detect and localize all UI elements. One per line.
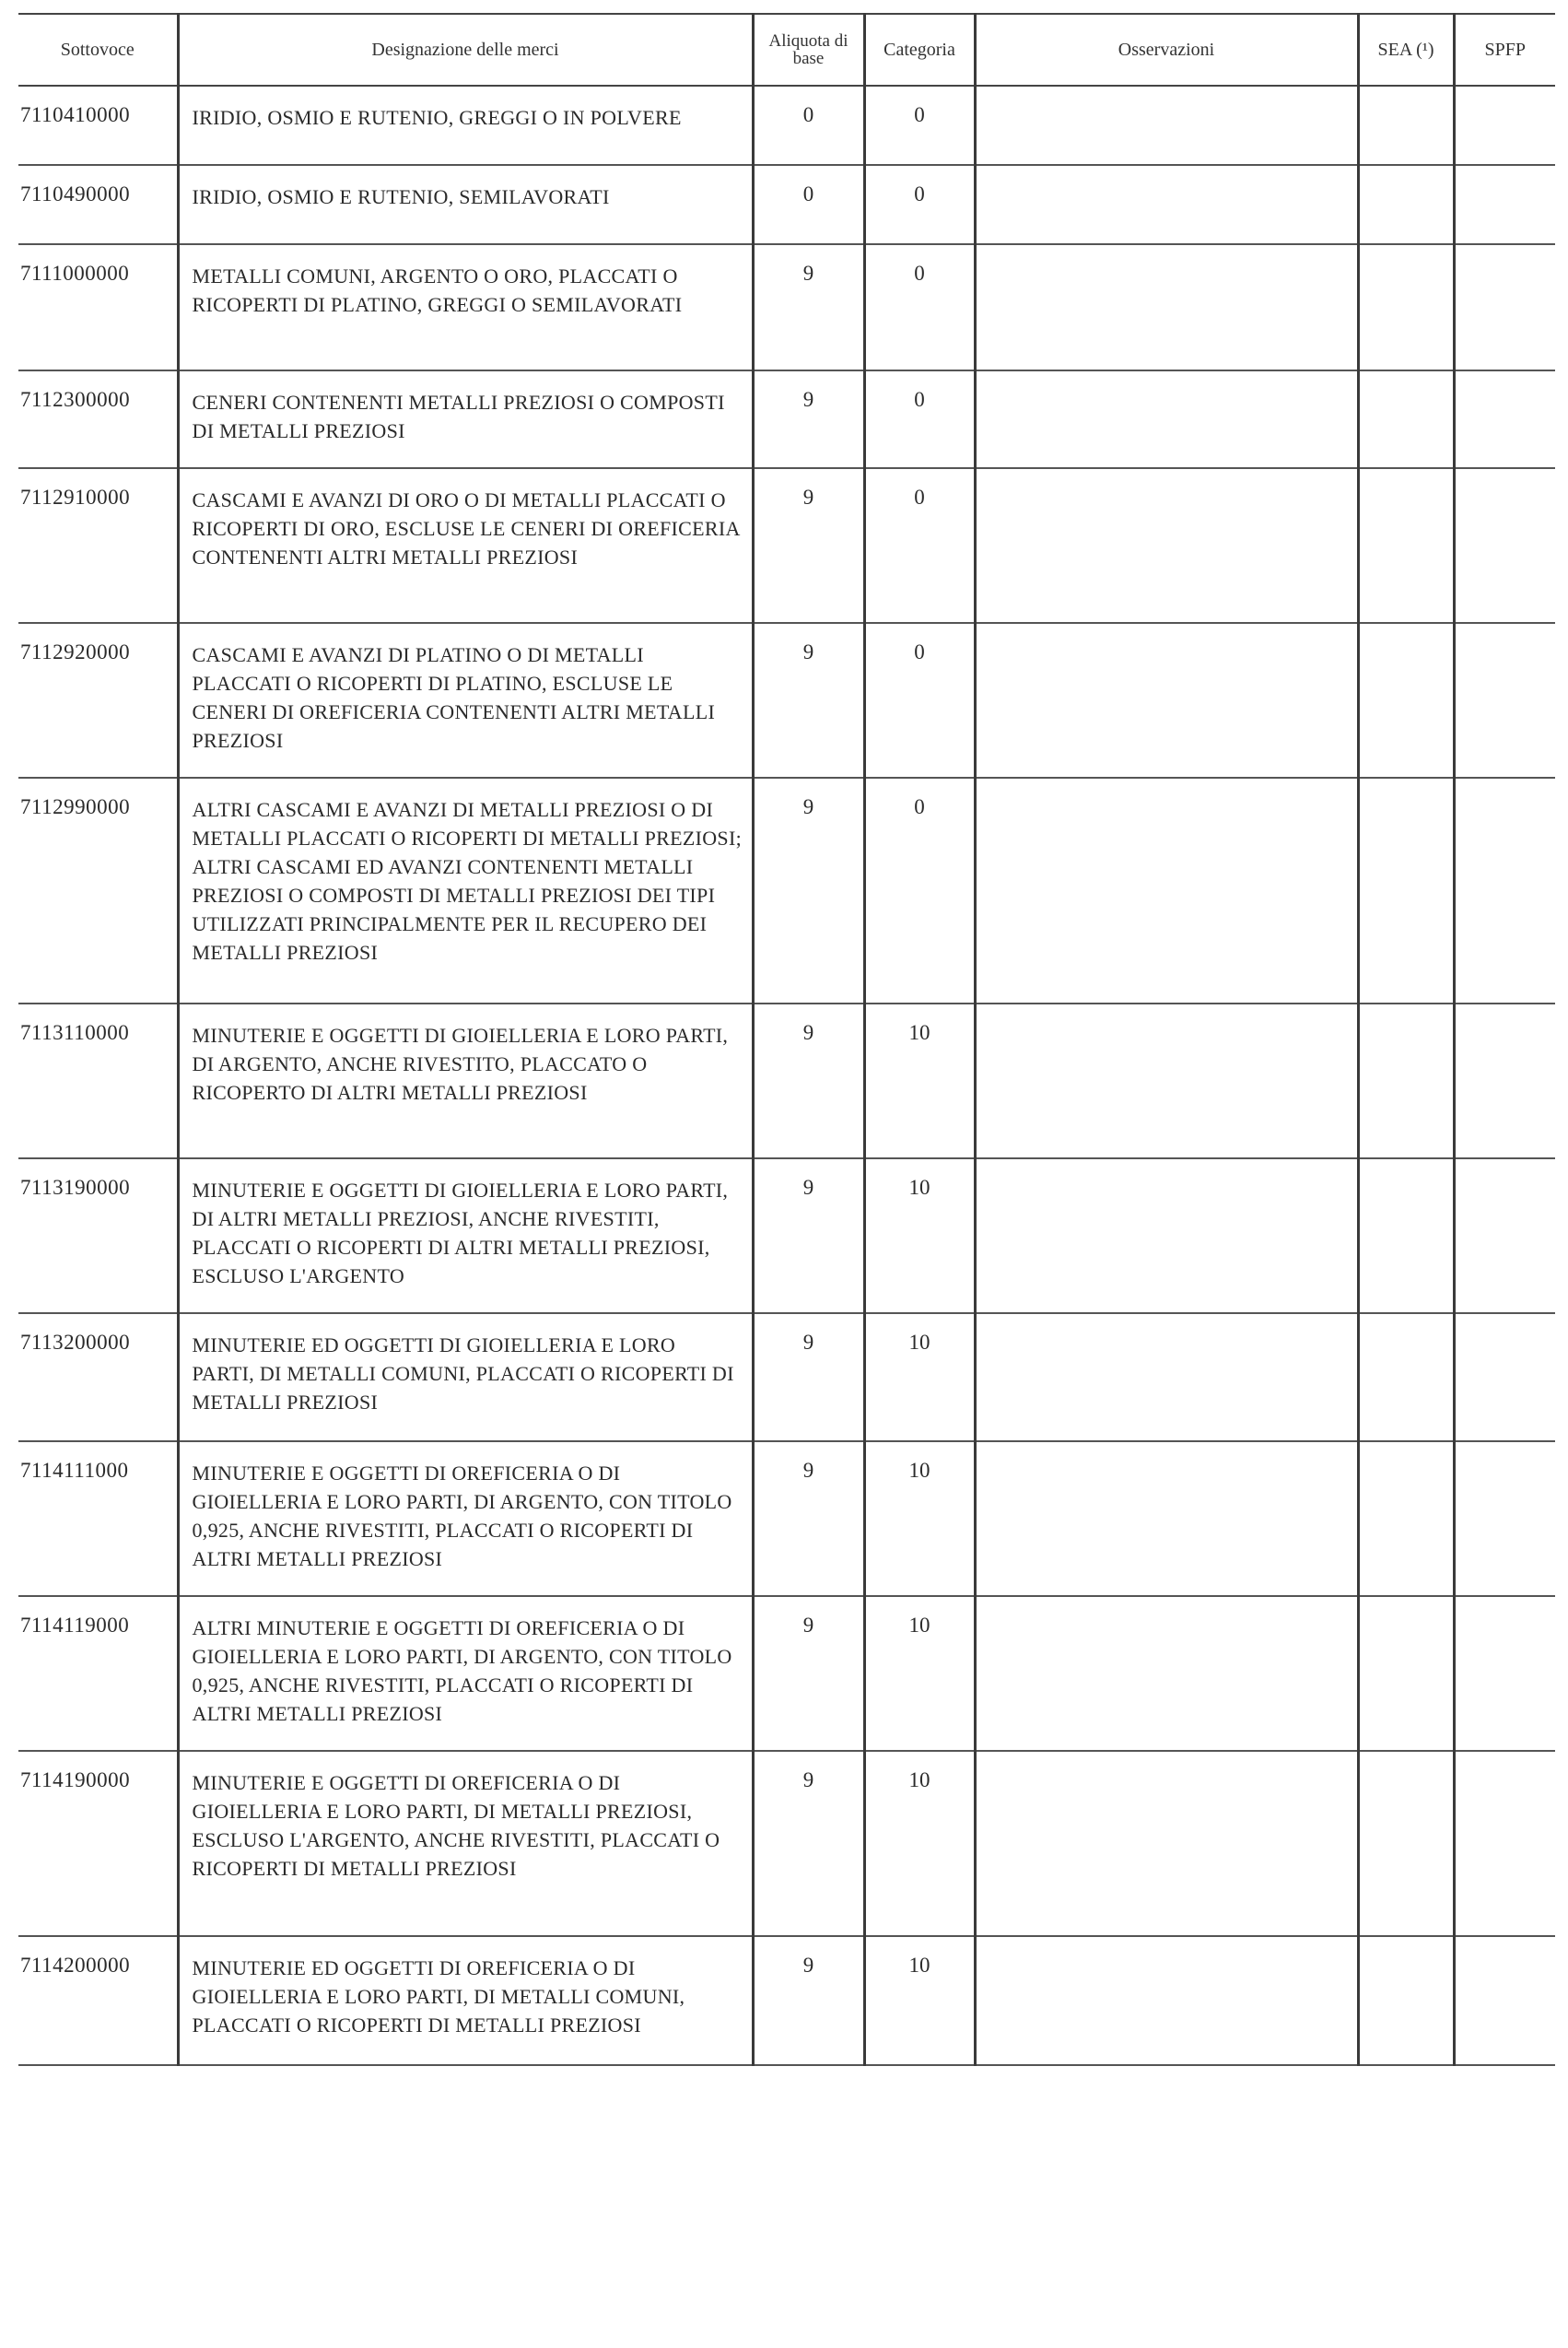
row-code: 7114200000 (18, 1936, 178, 2065)
row-spfp (1454, 1441, 1555, 1596)
row-categoria: 0 (864, 468, 975, 623)
row-description: MINUTERIE E OGGETTI DI GIOIELLERIA E LORO PARTI, DI ALTRI METALLI PREZIOSI, ANCHE RIVESTITI, PLACCATI O RICOPERTI DI ALTRI METALLI PREZIOSI, ESCLUSO L'ARGENTO (178, 1158, 753, 1313)
row-aliquota: 9 (753, 1004, 864, 1158)
row-description: METALLI COMUNI, ARGENTO O ORO, PLACCATI O RICOPERTI DI PLATINO, GREGGI O SEMILAVORATI (178, 244, 753, 370)
row-description: IRIDIO, OSMIO E RUTENIO, SEMILAVORATI (178, 165, 753, 244)
row-code: 7113110000 (18, 1004, 178, 1158)
row-spfp (1454, 165, 1555, 244)
row-code: 7113200000 (18, 1313, 178, 1441)
row-description: ALTRI MINUTERIE E OGGETTI DI OREFICERIA O DI GIOIELLERIA E LORO PARTI, DI ARGENTO, CON TITOLO 0,925, ANCHE RIVESTITI, PLACCATI O RICOPERTI DI ALTRI METALLI PREZIOSI (178, 1596, 753, 1751)
row-code: 7114111000 (18, 1441, 178, 1596)
row-sea (1358, 86, 1454, 165)
row-categoria: 0 (864, 623, 975, 778)
table-row (18, 623, 1555, 778)
row-aliquota: 9 (753, 778, 864, 1004)
row-osservazioni (975, 370, 1358, 468)
row-code: 7113190000 (18, 1158, 178, 1313)
header-row (18, 14, 1555, 86)
row-categoria: 0 (864, 778, 975, 1004)
row-sea (1358, 244, 1454, 370)
row-spfp (1454, 1596, 1555, 1751)
row-spfp (1454, 370, 1555, 468)
row-osservazioni (975, 1158, 1358, 1313)
row-aliquota: 9 (753, 1441, 864, 1596)
row-description: MINUTERIE E OGGETTI DI OREFICERIA O DI GIOIELLERIA E LORO PARTI, DI ARGENTO, CON TITOLO 0,925, ANCHE RIVESTITI, PLACCATI O RICOPERTI DI ALTRI METALLI PREZIOSI (178, 1441, 753, 1596)
row-categoria: 0 (864, 244, 975, 370)
row-sea (1358, 778, 1454, 1004)
row-code: 7112910000 (18, 468, 178, 623)
row-sea (1358, 1751, 1454, 1936)
row-description: MINUTERIE E OGGETTI DI GIOIELLERIA E LORO PARTI, DI ARGENTO, ANCHE RIVESTITO, PLACCATO O RICOPERTO DI ALTRI METALLI PREZIOSI (178, 1004, 753, 1158)
row-code: 7114190000 (18, 1751, 178, 1936)
row-description: IRIDIO, OSMIO E RUTENIO, GREGGI O IN POLVERE (178, 86, 753, 165)
row-osservazioni (975, 86, 1358, 165)
row-sea (1358, 1936, 1454, 2065)
row-sea (1358, 1441, 1454, 1596)
row-aliquota: 9 (753, 623, 864, 778)
row-code: 7112300000 (18, 370, 178, 468)
row-aliquota: 9 (753, 1751, 864, 1936)
row-aliquota: 9 (753, 244, 864, 370)
row-description: CENERI CONTENENTI METALLI PREZIOSI O COMPOSTI DI METALLI PREZIOSI (178, 370, 753, 468)
row-aliquota: 0 (753, 86, 864, 165)
row-code: 7110410000 (18, 86, 178, 165)
row-osservazioni (975, 1936, 1358, 2065)
row-categoria: 10 (864, 1596, 975, 1751)
tariff-table (18, 13, 1555, 2066)
row-sea (1358, 1158, 1454, 1313)
row-osservazioni (975, 1313, 1358, 1441)
row-description: MINUTERIE ED OGGETTI DI GIOIELLERIA E LORO PARTI, DI METALLI COMUNI, PLACCATI O RICOPERTI DI METALLI PREZIOSI (178, 1313, 753, 1441)
row-categoria: 10 (864, 1158, 975, 1313)
row-spfp (1454, 244, 1555, 370)
row-spfp (1454, 1004, 1555, 1158)
row-aliquota: 9 (753, 370, 864, 468)
row-categoria: 0 (864, 86, 975, 165)
header-aliquota: Aliquota di base (753, 14, 864, 86)
row-osservazioni (975, 623, 1358, 778)
row-categoria: 10 (864, 1313, 975, 1441)
tariff-document (18, 13, 1555, 2066)
row-description: CASCAMI E AVANZI DI PLATINO O DI METALLI PLACCATI O RICOPERTI DI PLATINO, ESCLUSE LE CENERI DI OREFICERIA CONTENENTI ALTRI METALLI PREZIOSI (178, 623, 753, 778)
row-osservazioni (975, 165, 1358, 244)
table-row (18, 468, 1555, 623)
row-spfp (1454, 1158, 1555, 1313)
row-osservazioni (975, 1596, 1358, 1751)
row-sea (1358, 1313, 1454, 1441)
row-code: 7114119000 (18, 1596, 178, 1751)
row-aliquota: 9 (753, 468, 864, 623)
table-row (18, 1441, 1555, 1596)
row-categoria: 10 (864, 1936, 975, 2065)
table-row (18, 1158, 1555, 1313)
row-spfp (1454, 468, 1555, 623)
row-sea (1358, 1004, 1454, 1158)
table-row (18, 1936, 1555, 2065)
row-code: 7110490000 (18, 165, 178, 244)
table-row (18, 86, 1555, 165)
row-code: 7112990000 (18, 778, 178, 1004)
row-osservazioni (975, 244, 1358, 370)
row-description: ALTRI CASCAMI E AVANZI DI METALLI PREZIOSI O DI METALLI PLACCATI O RICOPERTI DI METALLI PREZIOSI; ALTRI CASCAMI ED AVANZI CONTENENTI METALLI PREZIOSI O COMPOSTI DI METALLI PREZIOSI DEI TIPI UTILIZZATI PRINCIPALMENTE PER IL RECUPERO DEI METALLI PREZIOSI (178, 778, 753, 1004)
row-sea (1358, 623, 1454, 778)
table-row (18, 1596, 1555, 1751)
row-aliquota: 9 (753, 1936, 864, 2065)
row-spfp (1454, 623, 1555, 778)
row-categoria: 0 (864, 165, 975, 244)
table-row (18, 1004, 1555, 1158)
row-description: CASCAMI E AVANZI DI ORO O DI METALLI PLACCATI O RICOPERTI DI ORO, ESCLUSE LE CENERI DI OREFICERIA CONTENENTI ALTRI METALLI PREZIOSI (178, 468, 753, 623)
table-row (18, 778, 1555, 1004)
table-row (18, 370, 1555, 468)
row-osservazioni (975, 1441, 1358, 1596)
row-description: MINUTERIE ED OGGETTI DI OREFICERIA O DI GIOIELLERIA E LORO PARTI, DI METALLI COMUNI, PLACCATI O RICOPERTI DI METALLI PREZIOSI (178, 1936, 753, 2065)
header-sea: SEA (¹) (1358, 14, 1454, 86)
row-spfp (1454, 1936, 1555, 2065)
row-categoria: 10 (864, 1751, 975, 1936)
row-spfp (1454, 1751, 1555, 1936)
table-row (18, 244, 1555, 370)
row-categoria: 10 (864, 1004, 975, 1158)
row-description: MINUTERIE E OGGETTI DI OREFICERIA O DI GIOIELLERIA E LORO PARTI, DI METALLI PREZIOSI, ESCLUSO L'ARGENTO, ANCHE RIVESTITI, PLACCATI O RICOPERTI DI METALLI PREZIOSI (178, 1751, 753, 1936)
row-osservazioni (975, 1751, 1358, 1936)
row-sea (1358, 468, 1454, 623)
row-sea (1358, 370, 1454, 468)
header-designazione: Designazione delle merci (178, 14, 753, 86)
row-spfp (1454, 1313, 1555, 1441)
row-code: 7111000000 (18, 244, 178, 370)
row-aliquota: 0 (753, 165, 864, 244)
row-categoria: 10 (864, 1441, 975, 1596)
row-categoria: 0 (864, 370, 975, 468)
row-osservazioni (975, 1004, 1358, 1158)
row-osservazioni (975, 778, 1358, 1004)
table-row (18, 165, 1555, 244)
table-row (18, 1751, 1555, 1936)
row-spfp (1454, 86, 1555, 165)
row-code: 7112920000 (18, 623, 178, 778)
row-aliquota: 9 (753, 1158, 864, 1313)
header-categoria: Categoria (864, 14, 975, 86)
header-spfp: SPFP (1454, 14, 1555, 86)
header-sottovoce: Sottovoce (18, 14, 178, 86)
row-aliquota: 9 (753, 1596, 864, 1751)
row-osservazioni (975, 468, 1358, 623)
row-spfp (1454, 778, 1555, 1004)
row-aliquota: 9 (753, 1313, 864, 1441)
header-osservazioni: Osservazioni (975, 14, 1358, 86)
row-sea (1358, 1596, 1454, 1751)
row-sea (1358, 165, 1454, 244)
table-row (18, 1313, 1555, 1441)
